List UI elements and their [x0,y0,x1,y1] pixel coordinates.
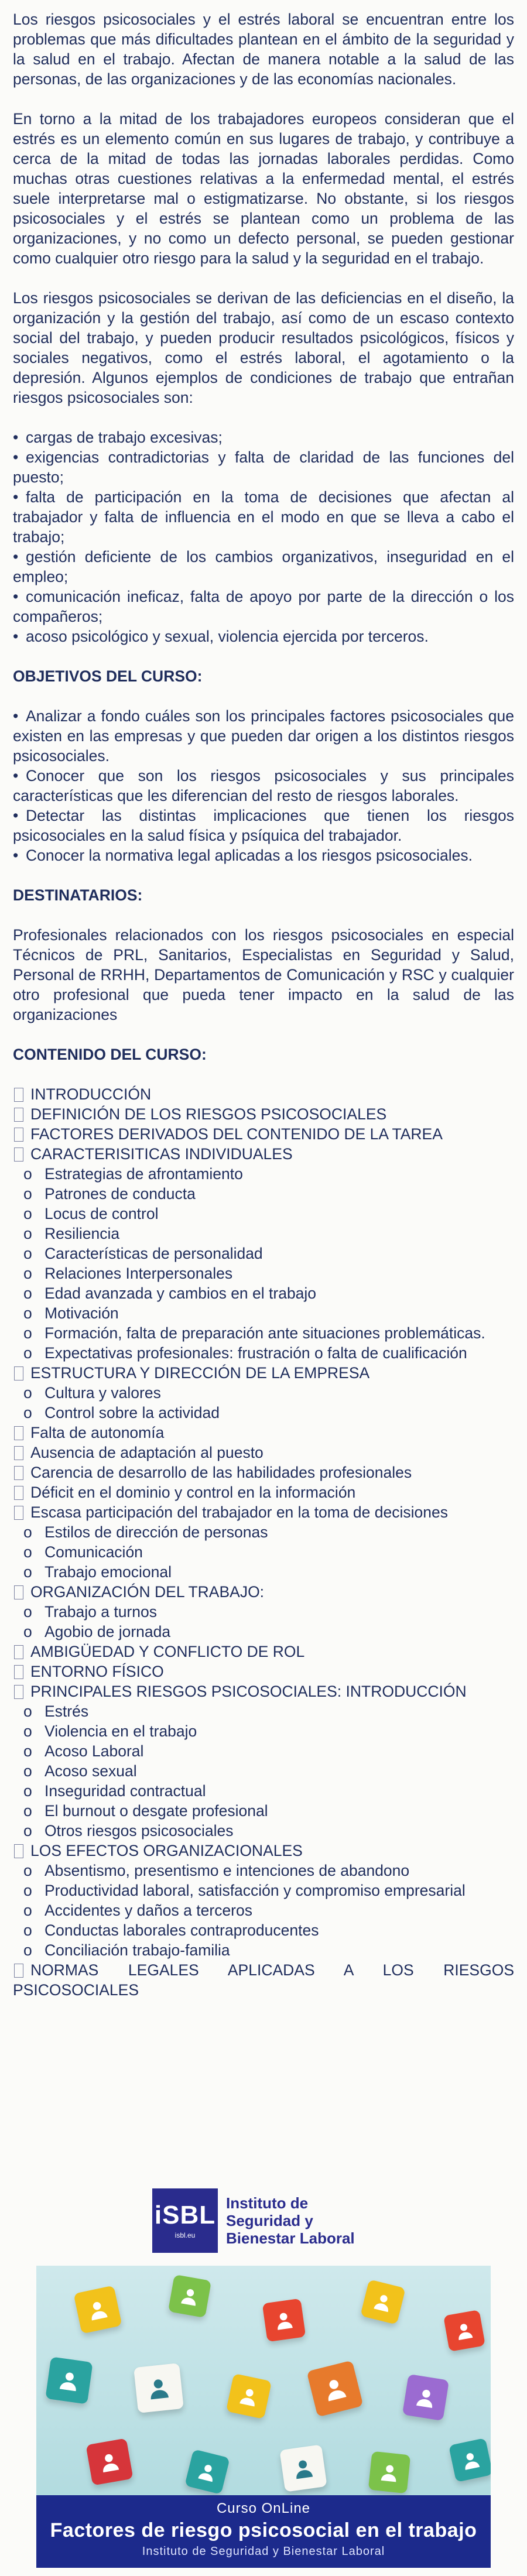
checkbox-glyph-icon [14,1665,23,1679]
contents-subitem [13,1761,514,1781]
logo-mark: iSBL isbl.eu [152,2188,218,2253]
contents-subitem [13,1323,514,1343]
list-item: • Detectar las distintas implicaciones que tienen los riesgos psicosociales en la salud física y psíquica del trabajador. [13,807,514,844]
person-cube [279,2444,327,2492]
contents-subitem [13,1900,514,1920]
checkbox-glyph-icon [14,1486,23,1500]
person-icon [272,2308,296,2332]
contents-item-label: AMBIGÜEDAD Y CONFLICTO DE ROL [30,1643,305,1660]
person-icon [195,2459,220,2485]
circle-bullet-icon: o [23,1563,32,1581]
contents-section [13,1462,514,1482]
circle-bullet-icon: o [23,1921,32,1939]
person-icon [371,2290,396,2315]
contents-subitem [13,1781,514,1801]
contents-item-label: Motivación [45,1304,119,1322]
contents-subitem [13,1244,514,1263]
circle-bullet-icon: o [23,1284,32,1302]
contents-item-label: Conciliación trabajo-familia [45,1941,230,1959]
person-cube [360,2279,406,2325]
list-item: • cargas de trabajo excesivas; [13,429,223,446]
banner-kicker: Curso OnLine [216,2500,311,2516]
contents-subitem [13,1522,514,1542]
contents-item-label: ENTORNO FÍSICO [30,1663,164,1680]
circle-bullet-icon: o [23,1782,32,1800]
circle-bullet-icon: o [23,1245,32,1262]
contents-item-label: INTRODUCCIÓN [30,1085,152,1103]
contents-subitem [13,1741,514,1761]
contents-item-label: Trabajo a turnos [45,1603,157,1621]
course-banner [36,2266,491,2568]
contents-item-label: El burnout o desgate profesional [45,1802,268,1820]
checkbox-glyph-icon [14,1426,23,1440]
checkbox-glyph-icon [14,1585,23,1599]
checkbox-glyph-icon [14,1506,23,1520]
contents-item-label: Violencia en el trabajo [45,1722,197,1740]
contents-item-label: LOS EFECTOS ORGANIZACIONALES [30,1842,303,1859]
list-item: • Conocer que son los riesgos psicosociales y sus principales características que les diferencian del resto de riesgos laborales. [13,767,514,804]
checkbox-glyph-icon [14,1466,23,1480]
contents-item-label: Inseguridad contractual [45,1782,206,1800]
contents-subitem [13,1562,514,1582]
circle-bullet-icon: o [23,1623,32,1640]
person-cube [134,2363,184,2413]
checkbox-glyph-icon [14,1366,23,1381]
contents-section [13,1681,514,1701]
objectives-heading: OBJETIVOS DEL CURSO: [13,667,203,685]
contents-subitem [13,1263,514,1283]
contents-item-label: Otros riesgos psicosociales [45,1822,234,1839]
checkbox-glyph-icon [14,1088,23,1102]
checkbox-glyph-icon [14,1446,23,1460]
audience-heading: DESTINATARIOS: [13,886,143,904]
logo-text: Instituto de Seguridad y Bienestar Laboral [226,2194,355,2247]
person-icon [236,2383,261,2409]
contents-subitem [13,1801,514,1821]
contents-subitem [13,1224,514,1244]
contents-subitem [13,1721,514,1741]
circle-bullet-icon: o [23,1205,32,1222]
person-icon [56,2368,83,2394]
contents-item-label: Estrategias de afrontamiento [45,1165,243,1183]
circle-bullet-icon: o [23,1902,32,1919]
checkbox-glyph-icon [14,1645,23,1659]
person-icon [145,2374,172,2402]
circle-bullet-icon: o [23,1523,32,1541]
contents-list [13,1084,514,2000]
circle-bullet-icon: o [23,1165,32,1183]
person-icon [84,2296,111,2323]
person-icon [378,2461,401,2484]
contents-item-label: Absentismo, presentismo e intenciones de abandono [45,1862,410,1879]
list-item: • exigencias contradictorias y falta de claridad de las funciones del puesto; [13,448,514,486]
contents-subitem [13,1343,514,1363]
banner-caption [36,2495,491,2568]
person-icon [178,2284,202,2308]
circle-bullet-icon: o [23,1882,32,1899]
contents-item-label: Agobio de jornada [45,1623,171,1640]
person-cube [402,2374,449,2421]
contents-subitem [13,1303,514,1323]
contents-section [13,1124,514,1144]
circle-bullet-icon: o [23,1822,32,1839]
contents-section [13,1423,514,1443]
contents-section [13,1841,514,1861]
contents-section [13,1363,514,1383]
intro-paragraph-3: Los riesgos psicosociales se derivan de las deficiencias en el diseño, la organización y la gestión del trabajo, así como de un escaso contexto social del trabajo, y pueden producir resultados psicológicos, físicos y sociales negativos, como el estrés laboral, el agotamiento o la depresión. Algunos ejemplos de condiciones de trabajo que entrañan riesgos psicosociales son: [13,289,514,406]
contents-section [13,1104,514,1124]
person-cube [307,2361,364,2417]
contents-subitem [13,1383,514,1403]
person-cube [226,2373,272,2419]
contents-item-label: Locus de control [45,1205,159,1222]
contents-item-label: CARACTERISITICAS INDIVIDUALES [30,1145,293,1163]
intro-paragraph-1: Los riesgos psicosociales y el estrés laboral se encuentran entre los problemas que más dificultades plantean en el ámbito de la seguridad y la salud en el trabajo. Afectan de manera notable a la salud de las personas, de las organizaciones y de las economías nacionales. [13,11,514,88]
contents-section [13,1084,514,1104]
person-icon [319,2373,350,2404]
contents-item-label: Edad avanzada y cambios en el trabajo [45,1284,317,1302]
contents-subitem [13,1622,514,1642]
contents-section [13,1582,514,1602]
circle-bullet-icon: o [23,1304,32,1322]
person-icon [453,2319,475,2342]
contents-item-label: Ausencia de adaptación al puesto [30,1444,264,1461]
objectives-list [13,706,514,865]
contents-subitem [13,1204,514,1224]
circle-bullet-icon: o [23,1802,32,1820]
contents-subitem [13,1701,514,1721]
circle-bullet-icon: o [23,1742,32,1760]
person-cube [45,2356,93,2404]
contents-subitem [13,1164,514,1184]
contents-section [13,1443,514,1462]
list-item: • comunicación ineficaz, falta de apoyo por parte de la dirección o los compañeros; [13,588,514,625]
contents-heading: CONTENIDO DEL CURSO: [13,1046,207,1063]
contents-section [13,1642,514,1662]
contents-item-label: Falta de autonomía [30,1424,165,1441]
contents-item-label: Estilos de dirección de personas [45,1523,268,1541]
checkbox-glyph-icon [14,1128,23,1142]
contents-item-label: ESTRUCTURA Y DIRECCIÓN DE LA EMPRESA [30,1364,370,1382]
person-cube [262,2298,306,2342]
contents-item-label: Relaciones Interpersonales [45,1265,233,1282]
circle-bullet-icon: o [23,1762,32,1780]
contents-subitem [13,1861,514,1880]
person-cube [184,2449,230,2495]
contents-subitem [13,1880,514,1900]
contents-item-label: Escasa participación del trabajador en la toma de decisiones [30,1503,448,1521]
course-description [13,9,514,2000]
person-cube [368,2451,411,2494]
contents-item-label: Patrones de conducta [45,1185,196,1203]
contents-item-label: Cultura y valores [45,1384,161,1402]
isbl-logo [152,2188,363,2253]
list-item: • falta de participación en la toma de decisiones que afectan al trabajador y falta de influencia en el modo en que se lleva a cabo el trabajo; [13,488,514,546]
circle-bullet-icon: o [23,1543,32,1561]
contents-item-label: PRINCIPALES RIESGOS PSICOSOCIALES: INTRODUCCIÓN [30,1683,467,1700]
contents-section [13,1502,514,1522]
checkbox-glyph-icon [14,1964,23,1978]
person-icon [458,2448,483,2472]
contents-item-label: Trabajo emocional [45,1563,172,1581]
circle-bullet-icon: o [23,1185,32,1203]
contents-item-label: FACTORES DERIVADOS DEL CONTENIDO DE LA TAREA [30,1125,443,1143]
person-cube [168,2274,211,2318]
contents-subitem [13,1920,514,1940]
contents-subitem [13,1283,514,1303]
person-cube [85,2438,133,2485]
contents-subitem [13,1403,514,1423]
contents-item-label: Comunicación [45,1543,143,1561]
list-item: • gestión deficiente de los cambios organizativos, inseguridad en el empleo; [13,548,514,585]
contents-section [13,1482,514,1502]
checkbox-glyph-icon [14,1685,23,1699]
audience-paragraph: Profesionales relacionados con los riesgos psicosociales en especial Técnicos de PRL, Sanitarios, Especialistas en Seguridad y Salud, Personal de RRHH, Departamentos de Comunicación y RSC y cualquier otro profesional que pueda tener impacto en la salud de las organizaciones [13,926,514,1023]
person-icon [413,2385,439,2410]
contents-subitem [13,1821,514,1841]
person-cube [449,2438,491,2482]
person-icon [97,2449,123,2475]
contents-subitem [13,1940,514,1960]
circle-bullet-icon: o [23,1862,32,1879]
contents-item-label: Estrés [45,1703,89,1720]
intro-paragraph-2: En torno a la mitad de los trabajadores europeos consideran que el estrés es un elemento común en sus lugares de trabajo, y contribuye a cerca de la mitad de todas las jornadas laborales perdidas. Como muchas otras cuestiones relativas a la enfermedad mental, el estrés suele interpretarse mal o estigmatizarse. No obstante, si los riesgos psicosociales y el estrés se plantean como un problema de las organizaciones, y no como un defecto personal, se pueden gestionar como cualquier otro riesgo para la salud y la seguridad en el trabajo. [13,110,514,267]
contents-section [13,1144,514,1164]
contents-item-label: Formación, falta de preparación ante situaciones problemáticas. [45,1324,485,1342]
conditions-list [13,427,514,646]
checkbox-glyph-icon [14,1844,23,1858]
contents-subitem [13,1184,514,1204]
circle-bullet-icon: o [23,1344,32,1362]
person-icon [290,2455,317,2482]
circle-bullet-icon: o [23,1703,32,1720]
contents-item-label: Control sobre la actividad [45,1404,220,1421]
circle-bullet-icon: o [23,1404,32,1421]
circle-bullet-icon: o [23,1941,32,1959]
circle-bullet-icon: o [23,1225,32,1242]
circle-bullet-icon: o [23,1384,32,1402]
contents-section [13,1960,514,2000]
contents-item-label: NORMAS LEGALES APLICADAS A LOS RIESGOS PSICOSOCIALES [13,1961,514,1999]
person-cube [73,2285,122,2334]
contents-item-label: Accidentes y daños a terceros [45,1902,252,1919]
banner-title: Factores de riesgo psicosocial en el trabajo [50,2519,477,2541]
circle-bullet-icon: o [23,1722,32,1740]
banner-org: Instituto de Seguridad y Bienestar Laboral [142,2545,385,2558]
contents-subitem [13,1602,514,1622]
contents-item-label: Carencia de desarrollo de las habilidades profesionales [30,1464,412,1481]
contents-item-label: Déficit en el dominio y control en la información [30,1484,356,1501]
contents-item-label: ORGANIZACIÓN DEL TRABAJO: [30,1583,265,1601]
person-cube [443,2310,485,2352]
checkbox-glyph-icon [14,1147,23,1162]
contents-item-label: Productividad laboral, satisfacción y compromiso empresarial [45,1882,466,1899]
contents-item-label: Resiliencia [45,1225,120,1242]
contents-item-label: DEFINICIÓN DE LOS RIESGOS PSICOSOCIALES [30,1105,387,1123]
contents-item-label: Conductas laborales contraproducentes [45,1921,319,1939]
list-item: • Analizar a fondo cuáles son los principales factores psicosociales que existen en las empresas y que pueden dar origen a los distintos riesgos psicosociales. [13,707,514,765]
contents-item-label: Acoso Laboral [45,1742,144,1760]
contents-subitem [13,1542,514,1562]
checkbox-glyph-icon [14,1108,23,1122]
list-item: • acoso psicológico y sexual, violencia ejercida por terceros. [13,628,429,645]
circle-bullet-icon: o [23,1324,32,1342]
contents-item-label: Acoso sexual [45,1762,137,1780]
circle-bullet-icon: o [23,1265,32,1282]
list-item: • Conocer la normativa legal aplicadas a los riesgos psicosociales. [13,847,473,864]
contents-item-label: Expectativas profesionales: frustración o falta de cualificación [45,1344,467,1362]
contents-section [13,1662,514,1681]
circle-bullet-icon: o [23,1603,32,1621]
contents-item-label: Características de personalidad [45,1245,263,1262]
